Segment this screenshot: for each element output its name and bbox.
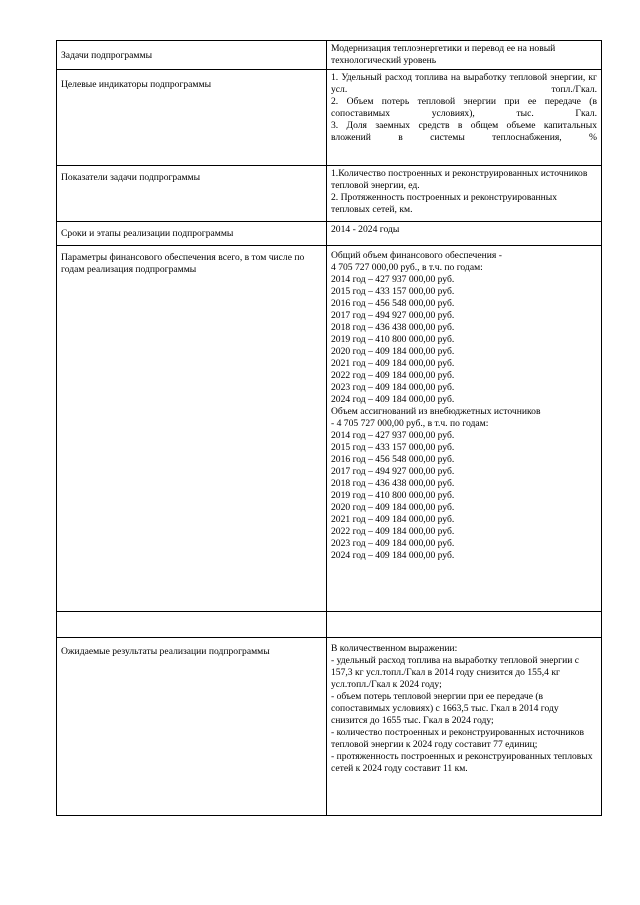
- financing-year-offbudget: 2016 год – 456 548 000,00 руб.: [331, 454, 455, 465]
- indicator-item: 3. Доля заемных средств в общем объеме капитальных вложений в системы теплоснабжения, %: [331, 120, 597, 143]
- financing-year-total: 2017 год – 494 927 000,00 руб.: [331, 310, 455, 321]
- financing-year-total: 2020 год – 409 184 000,00 руб.: [331, 346, 455, 357]
- indicator-item: 2. Объем потерь тепловой энергии при ее передаче (в сопоставимых условиях), тыс. Гкал.: [331, 96, 597, 119]
- subprogram-passport-table: [56, 40, 602, 816]
- row-value-empty: [327, 612, 602, 638]
- financing-total-heading: Общий объем финансового обеспечения -: [331, 250, 502, 261]
- terms-value: 2014 - 2024 годы: [331, 224, 400, 235]
- financing-year-total: 2019 год – 410 800 000,00 руб.: [331, 334, 455, 345]
- financing-year-total: 2021 год – 409 184 000,00 руб.: [331, 358, 455, 369]
- financing-year-total: 2022 год – 409 184 000,00 руб.: [331, 370, 455, 381]
- table-row-tasks: [57, 41, 602, 70]
- task-indicator-item: 2. Протяженность построенных и реконструированных тепловых сетей, км.: [331, 192, 558, 215]
- financing-total-amount: 4 705 727 000,00 руб., в т.ч. по годам:: [331, 262, 483, 273]
- row-value-terms: [327, 222, 602, 246]
- financing-year-offbudget: 2024 год – 409 184 000,00 руб.: [331, 550, 455, 561]
- financing-year-offbudget: 2014 год – 427 937 000,00 руб.: [331, 430, 455, 441]
- terms-label: Сроки и этапы реализации подпрограммы: [61, 228, 234, 239]
- table-row-indicators: [57, 70, 602, 166]
- result-item: - протяженность построенных и реконструированных тепловых сетей к 2024 году составит 11 км.: [331, 751, 593, 774]
- result-item: - удельный расход топлива на выработку тепловой энергии с 157,3 кг усл.топл./Гкал в 2014 году снизится до 155,4 кг усл.топл./Гкал к 2024 году;: [331, 655, 580, 690]
- row-label-task-indicators: [57, 166, 327, 222]
- financing-year-offbudget: 2021 год – 409 184 000,00 руб.: [331, 514, 455, 525]
- financing-year-total: 2014 год – 427 937 000,00 руб.: [331, 274, 455, 285]
- table-row-terms: [57, 222, 602, 246]
- financing-year-offbudget: 2020 год – 409 184 000,00 руб.: [331, 502, 455, 513]
- financing-year-offbudget: 2023 год – 409 184 000,00 руб.: [331, 538, 455, 549]
- table-row-financing: [57, 246, 602, 612]
- row-value-tasks: [327, 41, 602, 70]
- financing-year-offbudget: 2022 год – 409 184 000,00 руб.: [331, 526, 455, 537]
- tasks-label: Задачи подпрограммы: [61, 50, 153, 61]
- row-label-empty: [57, 612, 327, 638]
- financing-year-total: 2015 год – 433 157 000,00 руб.: [331, 286, 455, 297]
- financing-year-offbudget: 2017 год – 494 927 000,00 руб.: [331, 466, 455, 477]
- financing-offbudget-amount: - 4 705 727 000,00 руб., в т.ч. по годам:: [331, 418, 489, 429]
- financing-year-total: 2024 год – 409 184 000,00 руб.: [331, 394, 455, 405]
- financing-year-total: 2018 год – 436 438 000,00 руб.: [331, 322, 455, 333]
- row-label-financing: [57, 246, 327, 612]
- indicators-label: Целевые индикаторы подпрограммы: [61, 79, 212, 90]
- financing-year-total: 2016 год – 456 548 000,00 руб.: [331, 298, 455, 309]
- tasks-value: Модернизация теплоэнергетики и перевод ее на новый технологический уровень: [331, 43, 556, 66]
- financing-year-offbudget: 2015 год – 433 157 000,00 руб.: [331, 442, 455, 453]
- task-indicators-label: Показатели задачи подпрограммы: [61, 172, 201, 183]
- results-label: Ожидаемые результаты реализации подпрограммы: [61, 646, 270, 657]
- task-indicator-item: 1.Количество построенных и реконструированных источников тепловой энергии, ед.: [331, 168, 588, 191]
- row-value-results: [327, 638, 602, 816]
- financing-year-offbudget: 2018 год – 436 438 000,00 руб.: [331, 478, 455, 489]
- row-label-indicators: [57, 70, 327, 166]
- financing-offbudget-heading: Объем ассигнований из внебюджетных источников: [331, 406, 541, 417]
- result-item: - объем потерь тепловой энергии при ее передаче (в сопоставимых условиях) с 1663,5 тыс. Гкал в 2014 году снизится до 1655 тыс. Гкал в 2024 году;: [331, 691, 559, 726]
- table-row-results: [57, 638, 602, 816]
- row-label-results: [57, 638, 327, 816]
- row-value-financing: [327, 246, 602, 612]
- financing-year-offbudget: 2019 год – 410 800 000,00 руб.: [331, 490, 455, 501]
- table-row-empty: [57, 612, 602, 638]
- indicator-item: 1. Удельный расход топлива на выработку тепловой энергии, кг усл. топл./Гкал.: [331, 72, 597, 95]
- table-row-task-indicators: [57, 166, 602, 222]
- row-label-terms: [57, 222, 327, 246]
- result-item: В количественном выражении:: [331, 643, 458, 654]
- financing-year-total: 2023 год – 409 184 000,00 руб.: [331, 382, 455, 393]
- financing-label: Параметры финансового обеспечения всего, в том числе по годам реализация подпрограммы: [61, 252, 305, 275]
- row-label-tasks: [57, 41, 327, 70]
- row-value-task-indicators: [327, 166, 602, 222]
- row-value-indicators: [327, 70, 602, 166]
- result-item: - количество построенных и реконструированных источников тепловой энергии к 2024 году составит 77 единиц;: [331, 727, 585, 750]
